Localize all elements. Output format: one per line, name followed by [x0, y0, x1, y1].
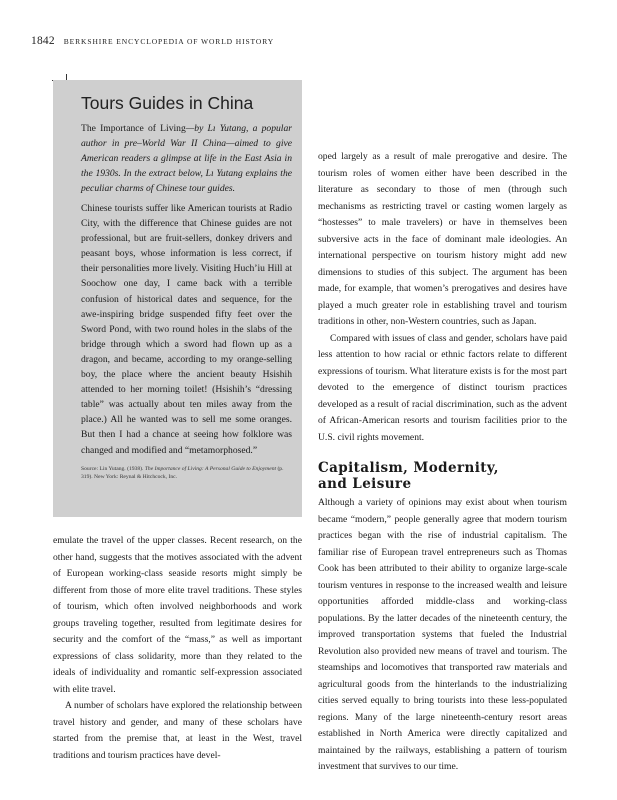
running-title: BERKSHIRE ENCYCLOPEDIA OF WORLD HISTORY [63, 37, 275, 46]
sidebar-extract: Chinese tourists suffer like American tourists at Radio City, with the difference that Chinese guides are not professional, but are fruit-sellers, donkey drivers and peasant boys, whose information is less correct, if their personalities more lively. Visiting Huch’iu Hill at Soochow one day, I came back with a terrible confusion of historical dates and sequence, for the awe-inspiring bridge suspended fifty feet over the Sword Pond, with two round holes in the slabs of the bridge through which a sword had flown up as a dragon, and became, according to my orange-selling boy, the place where the ancient beauty Hsishih attended to her morning toilet! (Hsishih’s “dressing table” was actually about ten miles away from the place.) All he wanted was to sell me some oranges. But then I had a chance at seeing how folklore was changed and modified and “metamorphosed.” [81, 203, 292, 456]
page-number: 1842 [31, 35, 55, 47]
sidebar-title: Tours Guides in China [81, 93, 254, 113]
left-paragraph-2: A number of scholars have explored the relationship between travel history and gender, and many of these scholars have started from the premise that, at least in the West, travel traditions and tourism practices have devel- [53, 700, 302, 761]
source-prefix: Source: Lin Yutang. (1938). [81, 465, 145, 472]
right-paragraph-1: oped largely as a result of male prerogative and desire. The tourism roles of women either have been described in the literature as secondary to those of men (through such mechanisms as restricting travel or casting women largely as “hostesses” to male travelers) or have in themselves been subversive acts in the face of dominant male ideologies. An international perspective on tourism history might add new dimensions to studies of this subject. The argument has been made, for example, that women’s prerogatives and desires have played a much greater role in establishing travel and tourism traditions in other, non-Western countries, such as Japan. [318, 151, 567, 327]
left-column [53, 533, 302, 764]
sidebar-intro-book-title: The Importance of Living [81, 123, 186, 134]
section-heading [318, 460, 567, 492]
sidebar-intro-text: —by Lı Yutang, a popular author in pre–World War II China—aimed to give American readers a glimpse at life in the East Asia in the 1930s. In the extract below, Lı Yutang explains the peculiar charms of Chinese tour guides. [81, 123, 292, 194]
sidebar-source [81, 465, 292, 481]
source-book-title: The Importance of Living: A Personal Guide to Enjoyment [144, 465, 277, 472]
sidebar-intro [81, 121, 292, 196]
right-paragraph-3: Although a variety of opinions may exist about when tourism became “modern,” people generally agree that modern tourism practices began with the rise of industrial capitalism. The familiar rise of European travel entrepreneurs such as Thomas Cook has been attributed to their ability to organize large-scale tourism ventures in response to the increased wealth and leisure opportunities afforded middle-class and working-class populations. By the latter decades of the nineteenth century, the improved transportation systems that fueled the Industrial Revolution also provided new means of travel and tourism. The steamships and locomotives that transported raw materials and agricultural goods from the hinterlands to the industrializing cities served equally to bring tourists into these less-populated regions. Many of the large nineteenth-century resort areas established in North America were directly capitalized and maintained by the railways, establishing a pattern of tourism investment that survives to our time. [318, 497, 567, 772]
right-column [318, 149, 567, 776]
left-paragraph-1: emulate the travel of the upper classes. Recent research, on the other hand, suggests that the motives associated with the advent of European working-class seaside resorts might simply be different from those of more elite travel traditions. These styles of tourism, which often involved neighborhoods and work groups traveling together, resulted from legitimate desires for security and the comfort of the “mass,” as well as important expressions of class solidarity, more than they related to the ideals of individuality and romantic self-expression associated with elite travel. [53, 535, 302, 695]
source-suffix: (p. 319). New York: Reynal & Hitchcock, Inc. [81, 465, 284, 480]
section-heading-line-1: Capitalism, Modernity, [318, 460, 499, 476]
right-paragraph-2: Compared with issues of class and gender, scholars have paid less attention to how racial or ethnic factors relate to different expressions of tourism. What literature exists is for the most part devoted to the emergence of distinct tourism practices developed as a result of racial discrimination, such as the advent of African-American resorts and tourism facilities prior to the U.S. civil rights movement. [318, 332, 567, 443]
sidebar-box [53, 80, 302, 517]
section-heading-line-2: and Leisure [318, 476, 412, 492]
running-header [31, 35, 274, 47]
